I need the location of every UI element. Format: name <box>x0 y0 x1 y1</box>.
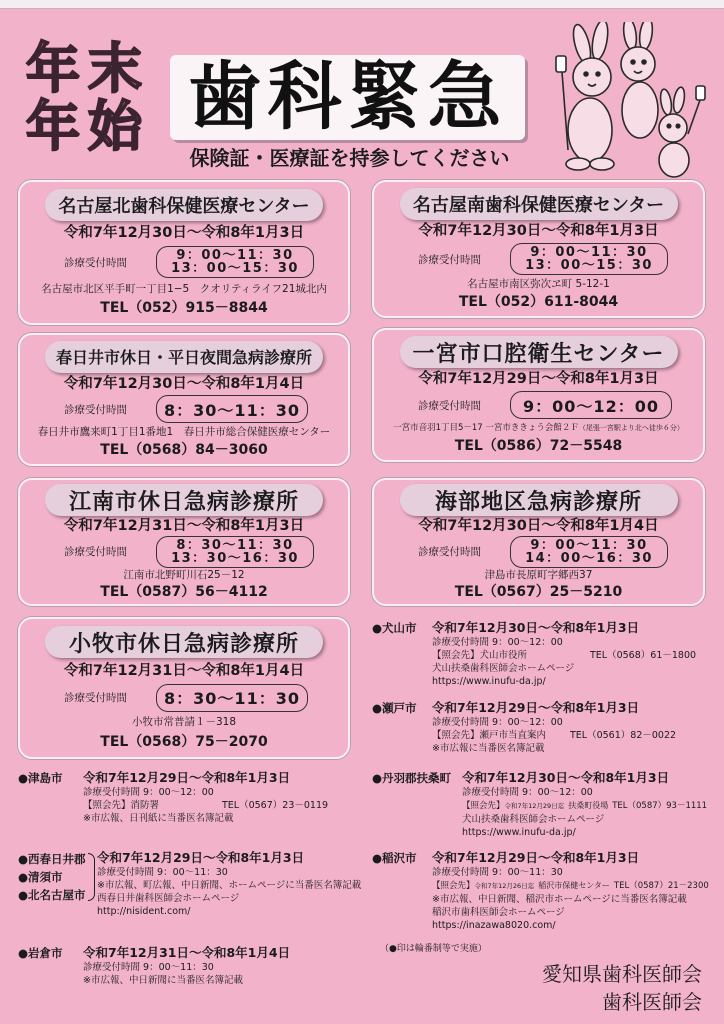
hours-label: 診療受付時間 <box>64 403 127 416</box>
clinic-address: 津島市長原町字郷西37 <box>484 569 593 582</box>
contact-name: 【照会先】犬山市役所 <box>432 650 528 661</box>
contact-until: 令和7年12月26日迄 <box>474 882 535 890</box>
area-hours: 診療受付時間 9：00～12：00 <box>432 637 563 648</box>
area-entry-fuso <box>372 770 717 840</box>
clinic-address: 一宮市音羽1丁目5－17 一宮市ききょう会館２Ｆ <box>393 423 579 433</box>
rabbit-mascot-illustration <box>548 22 713 180</box>
bullet-icon: ● <box>372 621 383 635</box>
area-hours: 診療受付時間 9：00～12：00 <box>83 787 214 798</box>
bullet-icon: ● <box>372 771 383 785</box>
contact-tel: TEL（0587）21－2300 <box>613 881 709 891</box>
area-entry-inuyama <box>372 620 717 690</box>
badge-char: 末 <box>88 37 142 100</box>
area-note: 犬山扶桑歯科医師会ホームページ <box>462 814 605 825</box>
area-hours: 診療受付時間 9：00～12：00 <box>432 717 563 728</box>
area-body <box>432 700 676 755</box>
area-hours: 診療受付時間 9：00～11：30 <box>97 867 228 878</box>
rabbit-large <box>566 22 614 170</box>
organization-name-secondary: 歯科医師会 <box>602 990 702 1014</box>
contact-row <box>83 799 328 812</box>
area-note: ※市広報に当番医名簿記載 <box>432 743 545 754</box>
rotation-footnote: （●印は輪番制等で実施） <box>380 944 487 954</box>
bullet-icon: ● <box>372 851 383 865</box>
contact-row <box>432 649 696 662</box>
clinic-address: 春日井市鷹来町1丁目1番地1 春日井市総合保健医療センター <box>37 426 331 439</box>
rabbit-medium <box>621 22 658 138</box>
hours-row <box>24 395 344 423</box>
brace-icon <box>88 853 95 901</box>
area-dates: 令和7年12月29日～令和8年1月3日 <box>97 850 305 865</box>
area-label <box>372 770 451 786</box>
hours-box <box>156 246 314 278</box>
area-url: https://www.inufu-da.jp/ <box>432 676 546 687</box>
clinic-tel: TEL（0587）56－4112 <box>100 583 268 600</box>
hours-slot: 13：30～16：30 <box>171 550 299 566</box>
bullet-icon: ● <box>372 701 383 715</box>
area-note: 犬山扶桑歯科医師会ホームページ <box>432 663 575 674</box>
area-name: 岩倉市 <box>28 946 63 960</box>
bullet-icon: ● <box>18 888 29 902</box>
hours-label: 診療受付時間 <box>418 253 481 266</box>
area-hours: 診療受付時間 9：00～12：00 <box>462 787 593 798</box>
area-hours: 診療受付時間 9：00～11：30 <box>83 962 214 973</box>
page-title-box <box>170 55 525 140</box>
area-entry-tsushima <box>18 770 363 828</box>
hours-row <box>378 391 699 419</box>
clinic-name: 春日井市休日・平日夜間急病診療所 <box>45 341 323 373</box>
clinic-tel: TEL（0568）75－2070 <box>100 733 268 750</box>
area-note: ※市広報、町広報、中日新聞、ホームページに当番医名簿記載 <box>97 880 362 891</box>
area-url: http://nisident.com/ <box>97 906 191 917</box>
hours-slot: 9：00～11：30 <box>530 537 648 553</box>
clinic-name: 小牧市休日急病診療所 <box>45 626 323 658</box>
area-label <box>18 945 63 961</box>
area-entry-inazawa <box>372 850 717 934</box>
area-dates: 令和7年12月29日～令和8年1月3日 <box>432 850 640 865</box>
area-note: 西春日井歯科医師会ホームページ <box>97 893 240 904</box>
hours-label: 診療受付時間 <box>418 399 481 412</box>
area-name: 津島市 <box>28 771 63 785</box>
clinic-name: 名古屋北歯科保健医療センター <box>45 189 323 221</box>
page-title: 歯科緊急 <box>187 54 508 140</box>
clinic-dates: 令和7年12月29日～令和8年1月3日 <box>418 371 659 387</box>
contact-name: 【照会先】瀬戸市当直案内 <box>432 730 547 741</box>
hours-row <box>378 536 699 568</box>
area-body <box>462 770 707 839</box>
clinic-tel: TEL（052）611-8044 <box>458 294 619 310</box>
hours-label: 診療受付時間 <box>64 256 127 269</box>
contact-tel: TEL（0568）61－1800 <box>590 650 697 661</box>
area-note: ※市広報、日刊紙に当番医名簿記載 <box>83 813 234 824</box>
area-body <box>83 945 290 987</box>
area-label <box>18 770 63 786</box>
area-label <box>372 700 417 716</box>
clinic-card <box>18 333 350 466</box>
clinic-name: 海部地区急病診療所 <box>400 484 678 516</box>
clinic-address-note: （尾張一宮駅より北へ徒歩６分） <box>578 424 684 432</box>
clinic-tel: TEL（0586）72－5548 <box>454 438 623 454</box>
area-body <box>432 850 709 932</box>
area-dates: 令和7年12月29日～令和8年1月3日 <box>83 770 291 785</box>
clinic-dates: 令和7年12月30日～令和8年1月3日 <box>418 223 659 239</box>
clinic-card <box>372 328 705 462</box>
hours-slot: 9：00～11：30 <box>530 245 648 260</box>
clinic-name: 名古屋南歯科保健医療センター <box>400 188 678 220</box>
hours-row <box>24 536 344 568</box>
clinic-card <box>18 617 350 759</box>
year-end-new-year-badge <box>22 37 150 158</box>
hours-label: 診療受付時間 <box>418 546 481 559</box>
clinic-name: 江南市休日急病診療所 <box>45 484 323 516</box>
clinic-card <box>18 180 350 325</box>
clinic-address-row <box>393 422 684 435</box>
area-url: https://www.inufu-da.jp/ <box>462 827 576 838</box>
clinic-card <box>372 478 705 606</box>
clinic-dates: 令和7年12月31日～令和8年1月3日 <box>63 517 305 534</box>
contact-row <box>462 799 707 813</box>
contact-name: 【照会先】消防署 <box>83 800 160 811</box>
hours-slot: 9：00～12：00 <box>523 396 659 416</box>
hours-slot: 13：00～15：30 <box>171 261 299 277</box>
clinic-address: 名古屋市南区弥次ヱ町 5-12-1 <box>467 278 610 290</box>
badge-char: 始 <box>88 95 142 158</box>
contact-until: 令和7年12月29日迄 <box>504 802 565 810</box>
contact-row <box>432 879 709 893</box>
hours-slot: 8：30～11：30 <box>164 689 300 709</box>
area-name: 瀬戸市 <box>382 701 417 715</box>
area-note: 稲沢市歯科医師会ホームページ <box>432 907 565 918</box>
area-label <box>18 886 86 904</box>
area-note: ※市広報、中日新聞に当番医名簿記載 <box>83 975 243 986</box>
area-label <box>372 620 417 636</box>
bullet-icon: ● <box>18 771 29 785</box>
area-name: 西春日井郡 <box>28 852 86 866</box>
area-name: 清須市 <box>28 870 63 884</box>
area-name: 犬山市 <box>382 621 417 635</box>
clinic-card <box>18 478 350 606</box>
rabbit-small <box>659 86 689 177</box>
area-body <box>432 620 696 688</box>
contact-name: 稲沢市保健センター <box>538 881 610 890</box>
clinic-address: 名古屋市北区平手町一丁目1−5 クオリティライフ21城北内 <box>41 282 327 295</box>
hours-slot: 9：00～11：30 <box>176 248 294 264</box>
hours-label: 診療受付時間 <box>64 546 127 559</box>
clinic-address: 江南市北野町川石25－12 <box>123 569 245 582</box>
area-name: 北名古屋市 <box>28 888 86 902</box>
area-body <box>83 770 328 825</box>
area-label-group <box>18 850 86 904</box>
area-dates: 令和7年12月30日～令和8年1月3日 <box>432 620 640 635</box>
clinic-tel: TEL（0567）25－5210 <box>454 583 623 600</box>
hours-slot: 8：30～11：30 <box>164 400 300 420</box>
hours-box <box>510 243 668 275</box>
hours-row <box>24 246 344 278</box>
area-entry-seto <box>372 700 717 758</box>
area-dates: 令和7年12月31日～令和8年1月4日 <box>83 945 291 960</box>
toothbrush-icon <box>556 56 568 150</box>
hours-label: 診療受付時間 <box>64 692 127 705</box>
area-hours: 診療受付時間 9：00～11：30 <box>432 867 563 878</box>
clinic-dates: 令和7年12月30日～令和8年1月4日 <box>63 375 305 392</box>
hours-row <box>378 243 699 275</box>
scan-top-edge <box>0 0 724 9</box>
hours-slot: 13：00～15：30 <box>525 258 653 273</box>
hours-slot: 14：00～16：30 <box>525 550 653 566</box>
area-note: ※市広報、中日新聞、稲沢市ホームページに当番医名簿記載 <box>432 894 687 905</box>
clinic-card <box>372 180 705 318</box>
badge-char: 年 <box>26 37 80 100</box>
organization-name: 愛知県歯科医師会 <box>542 962 702 986</box>
area-body <box>97 850 361 918</box>
hours-box <box>510 536 668 568</box>
clinic-tel: TEL（052）915－8844 <box>100 299 268 316</box>
contact-tel: TEL（0587）93－1111 <box>612 801 708 811</box>
contact-tel: TEL（0561）82－0022 <box>570 730 677 741</box>
page-subtitle: 保険証・医療証を持参してください <box>189 146 510 170</box>
clinic-name: 一宮市口腔衛生センター <box>400 336 678 368</box>
area-name: 稲沢市 <box>382 851 417 865</box>
clinic-tel: TEL（0568）84－3060 <box>100 442 268 459</box>
area-url: https://inazawa8020.com/ <box>432 920 556 931</box>
area-entry-iwakura <box>18 945 363 990</box>
badge-char: 年 <box>26 95 80 158</box>
hours-box <box>510 391 672 419</box>
hours-box <box>156 395 308 423</box>
area-entry-nishikasugai <box>18 850 363 922</box>
clinic-dates: 令和7年12月31日～令和8年1月4日 <box>63 662 305 679</box>
area-label <box>18 868 86 886</box>
bullet-icon: ● <box>18 852 29 866</box>
area-name: 丹羽郡扶桑町 <box>382 771 452 785</box>
clinic-address: 小牧市常普請１－318 <box>131 716 237 729</box>
contact-prefix: 【照会先】 <box>432 881 475 891</box>
contact-prefix: 【照会先】 <box>462 801 505 811</box>
area-dates: 令和7年12月29日～令和8年1月3日 <box>432 700 640 715</box>
area-dates: 令和7年12月30日～令和8年1月3日 <box>462 770 670 785</box>
contact-row <box>432 729 676 742</box>
contact-name: 扶桑町役場 <box>568 801 609 810</box>
hours-row <box>24 684 344 712</box>
hours-box <box>156 536 314 568</box>
toothbrush-icon <box>688 86 705 134</box>
bullet-icon: ● <box>18 946 29 960</box>
area-label <box>18 850 86 868</box>
area-label <box>372 850 417 866</box>
hours-slot: 8：30～11：30 <box>176 537 294 553</box>
hours-box <box>156 684 308 712</box>
clinic-dates: 令和7年12月30日～令和8年1月4日 <box>418 517 659 534</box>
contact-tel: TEL（0567）23－0119 <box>222 800 329 811</box>
clinic-dates: 令和7年12月30日～令和8年1月3日 <box>63 225 305 242</box>
bullet-icon: ● <box>18 870 29 884</box>
